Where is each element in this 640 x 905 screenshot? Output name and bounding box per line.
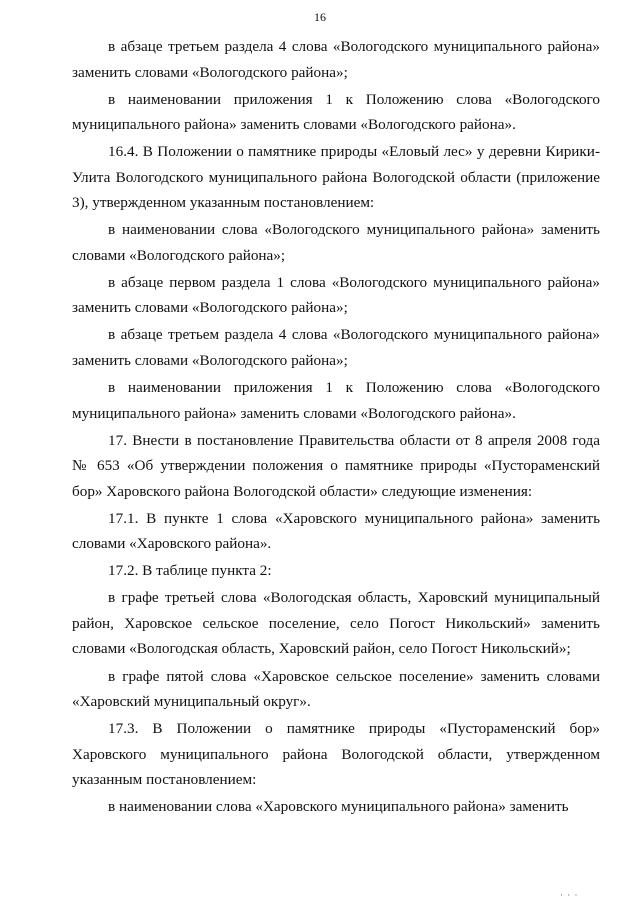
paragraph: 17. Внести в постановление Правительства области от 8 апреля 2008 года № 653 «Об утверждении положения о памятнике природы «Пустораменский бор» Харовского района Вологодской области» следующие изменения: bbox=[72, 431, 600, 500]
paragraph: в наименовании приложения 1 к Положению слова «Вологодского муниципального района» заменить словами «Вологодского района». bbox=[72, 90, 600, 134]
paragraph: в абзаце третьем раздела 4 слова «Вологодского муниципального района» заменить словами «Вологодского района»; bbox=[72, 38, 600, 81]
paragraph: 17.2. В таблице пункта 2: bbox=[108, 562, 272, 580]
paragraph: 17.3. В Положении о памятнике природы «Пустораменский бор» Харовского муниципального района Вологодской области, утвержденном указанным постановлением: bbox=[72, 720, 600, 789]
paragraph: в графе третьей слова «Вологодская область, Харовский муниципальный район, Харовское сельское поселение, село Погост Никольский» заменить словами «Вологодская область, Харовский район, село Погост Никольский»; bbox=[72, 589, 600, 658]
paragraph: в наименовании слова «Харовского муниципального района» заменить bbox=[108, 798, 569, 816]
paragraph: в наименовании слова «Вологодского муниципального района» заменить словами «Вологодского района»; bbox=[72, 221, 600, 264]
document-body bbox=[72, 34, 600, 821]
paragraph: 16.4. В Положении о памятнике природы «Еловый лес» у деревни Кирики-Улита Вологодского муниципального района Вологодской области (приложение 3), утвержденном указанным постановлением: bbox=[72, 143, 600, 212]
paragraph: 17.1. В пункте 1 слова «Харовского муниципального района» заменить словами «Харовского района». bbox=[72, 509, 600, 553]
paragraph: в абзаце первом раздела 1 слова «Вологодского муниципального района» заменить словами «Вологодского района»; bbox=[72, 273, 600, 317]
paragraph: в наименовании приложения 1 к Положению слова «Вологодского муниципального района» заменить словами «Вологодского района». bbox=[72, 379, 600, 422]
scan-artifact: · · · bbox=[560, 890, 579, 900]
paragraph: в абзаце третьем раздела 4 слова «Вологодского муниципального района» заменить словами «Вологодского района»; bbox=[72, 326, 600, 369]
paragraph: в графе пятой слова «Харовское сельское поселение» заменить словами «Харовский муниципальный округ». bbox=[72, 667, 600, 711]
page-number: 16 bbox=[314, 10, 326, 24]
